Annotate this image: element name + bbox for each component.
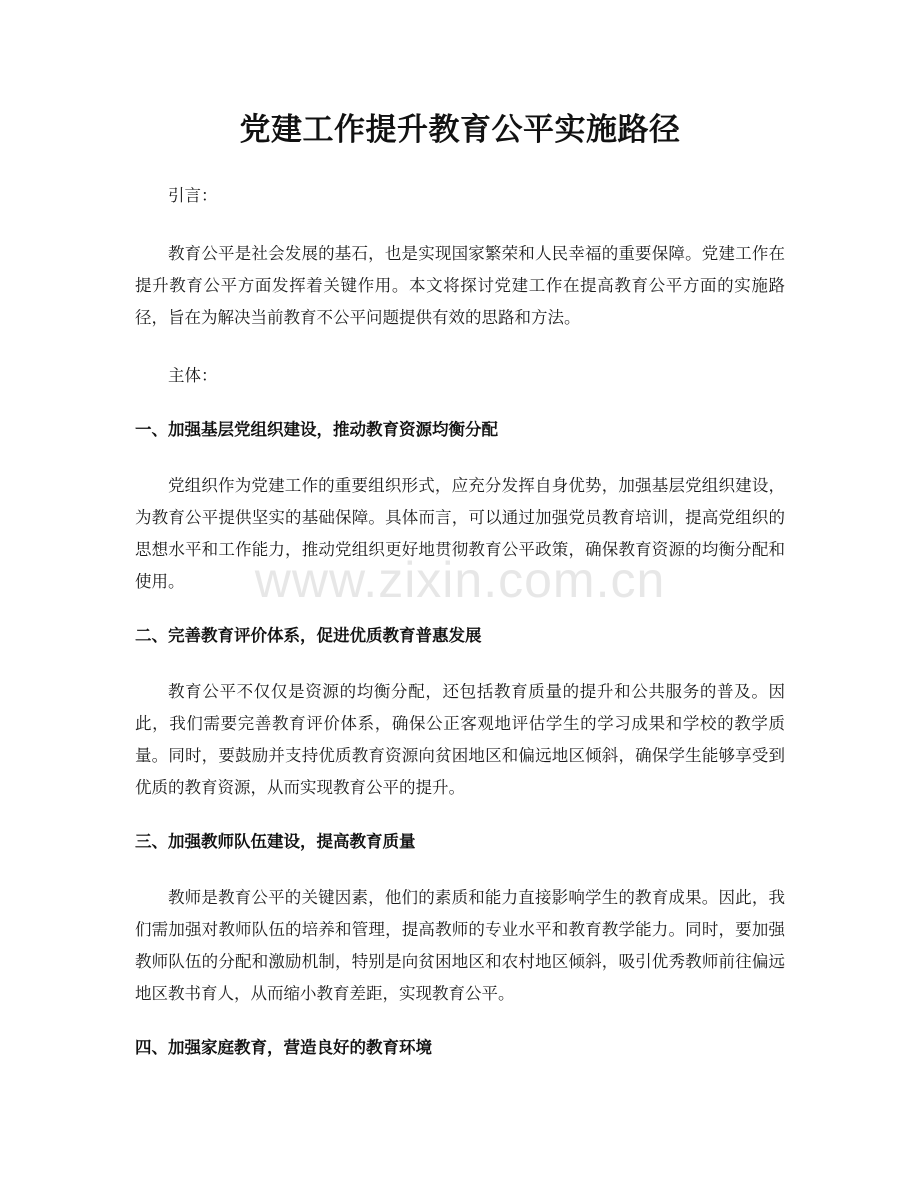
- section-2-heading: 二、完善教育评价体系，促进优质教育普惠发展: [135, 626, 482, 645]
- intro-paragraph: 教育公平是社会发展的基石，也是实现国家繁荣和人民幸福的重要保障。党建工作在提升教育公平方面发挥着关键作用。本文将探讨党建工作在提高教育公平方面的实施路径，旨在为解决当前教育不公平问题提供有效的思路和方法。: [135, 244, 785, 327]
- body-label: 主体：: [168, 366, 218, 385]
- section-4-heading: 四、加强家庭教育，营造良好的教育环境: [135, 1038, 432, 1057]
- document-title: 党建工作提升教育公平实施路径: [239, 112, 681, 148]
- section-3-paragraph: 教师是教育公平的关键因素，他们的素质和能力直接影响学生的教育成果。因此，我们需加强对教师队伍的培养和管理，提高教师的专业水平和教育教学能力。同时，要加强教师队伍的分配和激励机制，特别是向贫困地区和农村地区倾斜，吸引优秀教师前往偏远地区教书育人，从而缩小教育差距，实现教育公平。: [135, 888, 785, 1003]
- document-body: [135, 180, 785, 1064]
- section-1-heading: 一、加强基层党组织建设，推动教育资源均衡分配: [135, 420, 498, 439]
- watermark: www.zixin.com.cn: [254, 552, 666, 608]
- section-2-paragraph: 教育公平不仅仅是资源的均衡分配，还包括教育质量的提升和公共服务的普及。因此，我们需要完善教育评价体系，确保公正客观地评估学生的学习成果和学校的教学质量。同时，要鼓励并支持优质教育资源向贫困地区和偏远地区倾斜，确保学生能够享受到优质的教育资源，从而实现教育公平的提升。: [135, 682, 785, 797]
- section-3-heading: 三、加强教师队伍建设，提高教育质量: [135, 832, 416, 851]
- section-1-paragraph: 党组织作为党建工作的重要组织形式，应充分发挥自身优势，加强基层党组织建设，为教育公平提供坚实的基础保障。具体而言，可以通过加强党员教育培训，提高党组织的思想水平和工作能力，推动党组织更好地贯彻教育公平政策，确保教育资源的均衡分配和使用。: [135, 476, 785, 591]
- intro-label: 引言：: [168, 186, 218, 205]
